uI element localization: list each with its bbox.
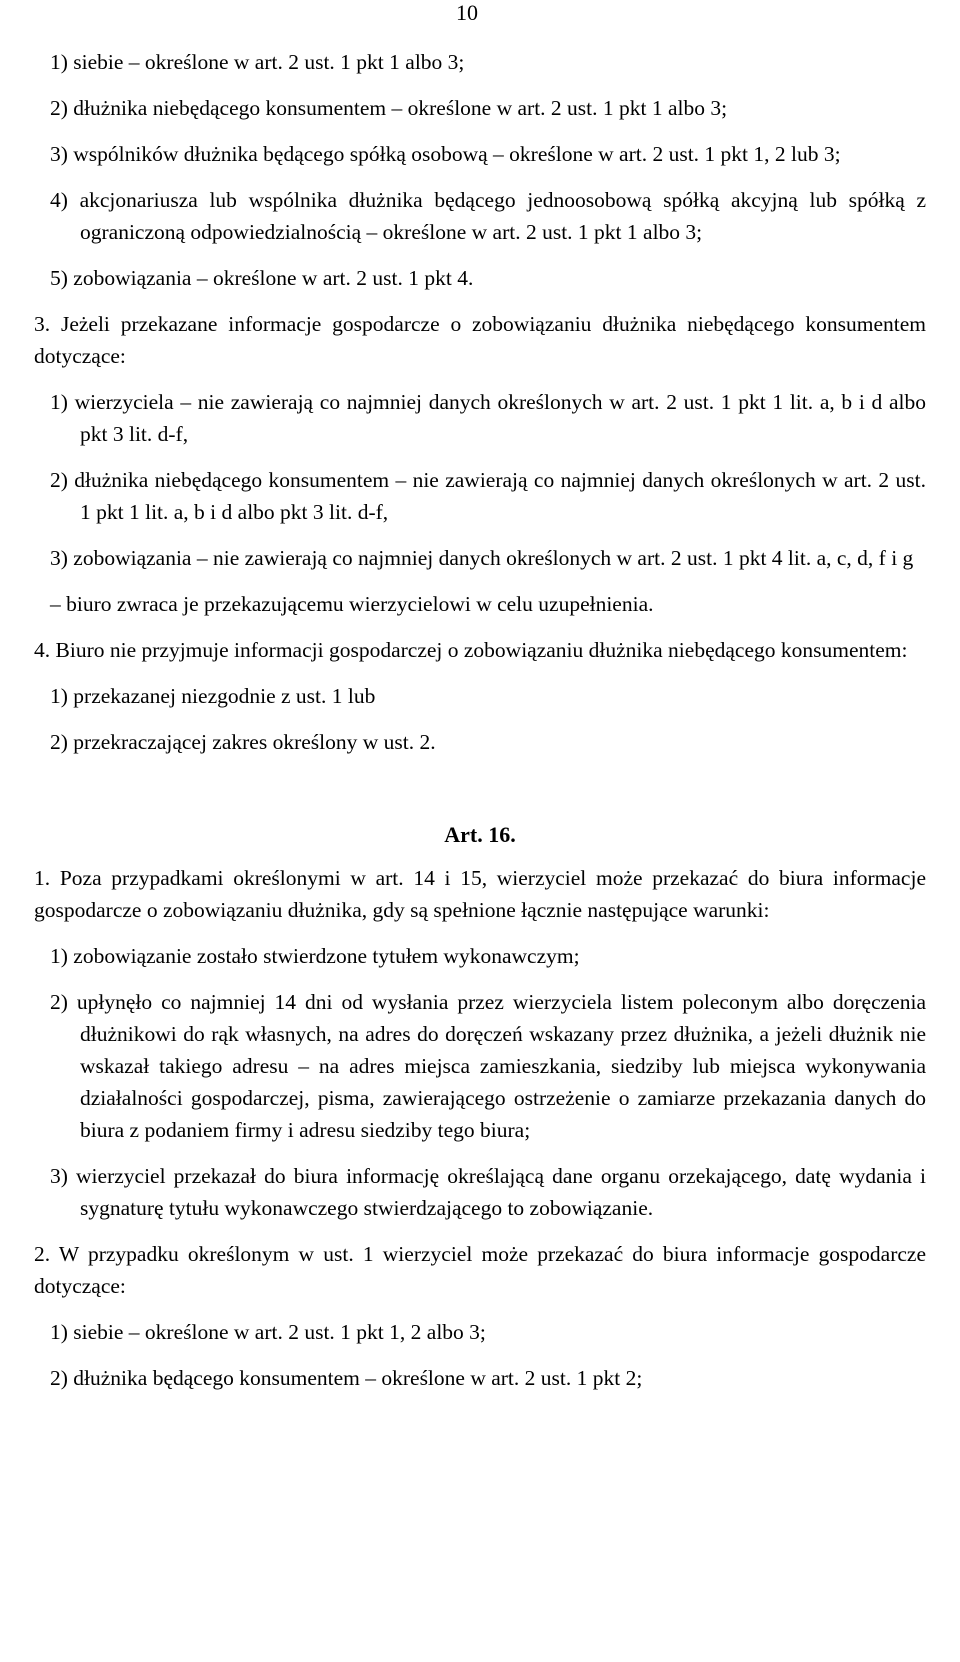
list-item: 3) wierzyciel przekazał do biura informację określającą dane organu orzekającego, datę wydania i sygnaturę tytułu wykonawczego stwierdzającego to zobowiązanie. [50,1164,926,1220]
list-item: 2) dłużnika niebędącego konsumentem – nie zawierają co najmniej danych określonych w art. 2 ust. 1 pkt 1 lit. a, b i d albo pkt 3 lit. d-f, [50,468,926,524]
list-item: 2) upłynęło co najmniej 14 dni od wysłania przez wierzyciela listem poleconym albo doręczenia dłużnikowi do rąk własnych, na adres do doręczeń wskazany przez dłużnika, a jeżeli dłużnik nie wskazał takiego adresu – na adres miejsca zamieszkania, siedziby lub miejsca wykonywania działalności gospodarczej, pisma, zawierającego ostrzeżenie o zamiarze przekazania danych do biura z podaniem firmy i adresu siedziby tego biura; [50,990,926,1142]
list-item: 3) wspólników dłużnika będącego spółką osobową – określone w art. 2 ust. 1 pkt 1, 2 lub 3; [50,142,841,166]
list-item: 2) dłużnika będącego konsumentem – określone w art. 2 ust. 1 pkt 2; [50,1366,643,1390]
list-item: 1) przekazanej niezgodnie z ust. 1 lub [50,684,376,708]
page-number: 10 [456,0,478,25]
paragraph-3-intro: 3. Jeżeli przekazane informacje gospodarcze o zobowiązaniu dłużnika niebędącego konsumentem dotyczące: [34,312,926,368]
paragraph-3-closing: – biuro zwraca je przekazującemu wierzycielowi w celu uzupełnienia. [50,592,654,616]
paragraph-4-intro: 4. Biuro nie przyjmuje informacji gospodarczej o zobowiązaniu dłużnika niebędącego konsumentem: [34,638,908,662]
list-item: 2) przekraczającej zakres określony w ust. 2. [50,730,436,754]
list-item: 1) siebie – określone w art. 2 ust. 1 pkt 1 albo 3; [50,50,465,74]
article-paragraph-1-intro: 1. Poza przypadkami określonymi w art. 14 i 15, wierzyciel może przekazać do biura informacje gospodarcze o zobowiązaniu dłużnika, gdy są spełnione łącznie następujące warunki: [34,866,926,922]
list-item: 4) akcjonariusza lub wspólnika dłużnika będącego jednoosobową spółką akcyjną lub spółką z ograniczoną odpowiedzialnością – określone w art. 2 ust. 1 pkt 1 albo 3; [50,188,926,244]
list-item: 3) zobowiązania – nie zawierają co najmniej danych określonych w art. 2 ust. 1 pkt 4 lit. a, c, d, f i g [50,546,914,570]
article-title: Art. 16. [444,822,516,847]
list-item: 5) zobowiązania – określone w art. 2 ust. 1 pkt 4. [50,266,474,290]
article-paragraph-2-intro: 2. W przypadku określonym w ust. 1 wierzyciel może przekazać do biura informacje gospodarcze dotyczące: [34,1242,926,1298]
list-item: 1) siebie – określone w art. 2 ust. 1 pkt 1, 2 albo 3; [50,1320,486,1344]
list-item: 1) wierzyciela – nie zawierają co najmniej danych określonych w art. 2 ust. 1 pkt 1 lit. a, b i d albo pkt 3 lit. d-f, [50,390,926,446]
list-item: 2) dłużnika niebędącego konsumentem – określone w art. 2 ust. 1 pkt 1 albo 3; [50,96,728,120]
list-item: 1) zobowiązanie zostało stwierdzone tytułem wykonawczym; [50,944,580,968]
document-content [34,46,926,1408]
